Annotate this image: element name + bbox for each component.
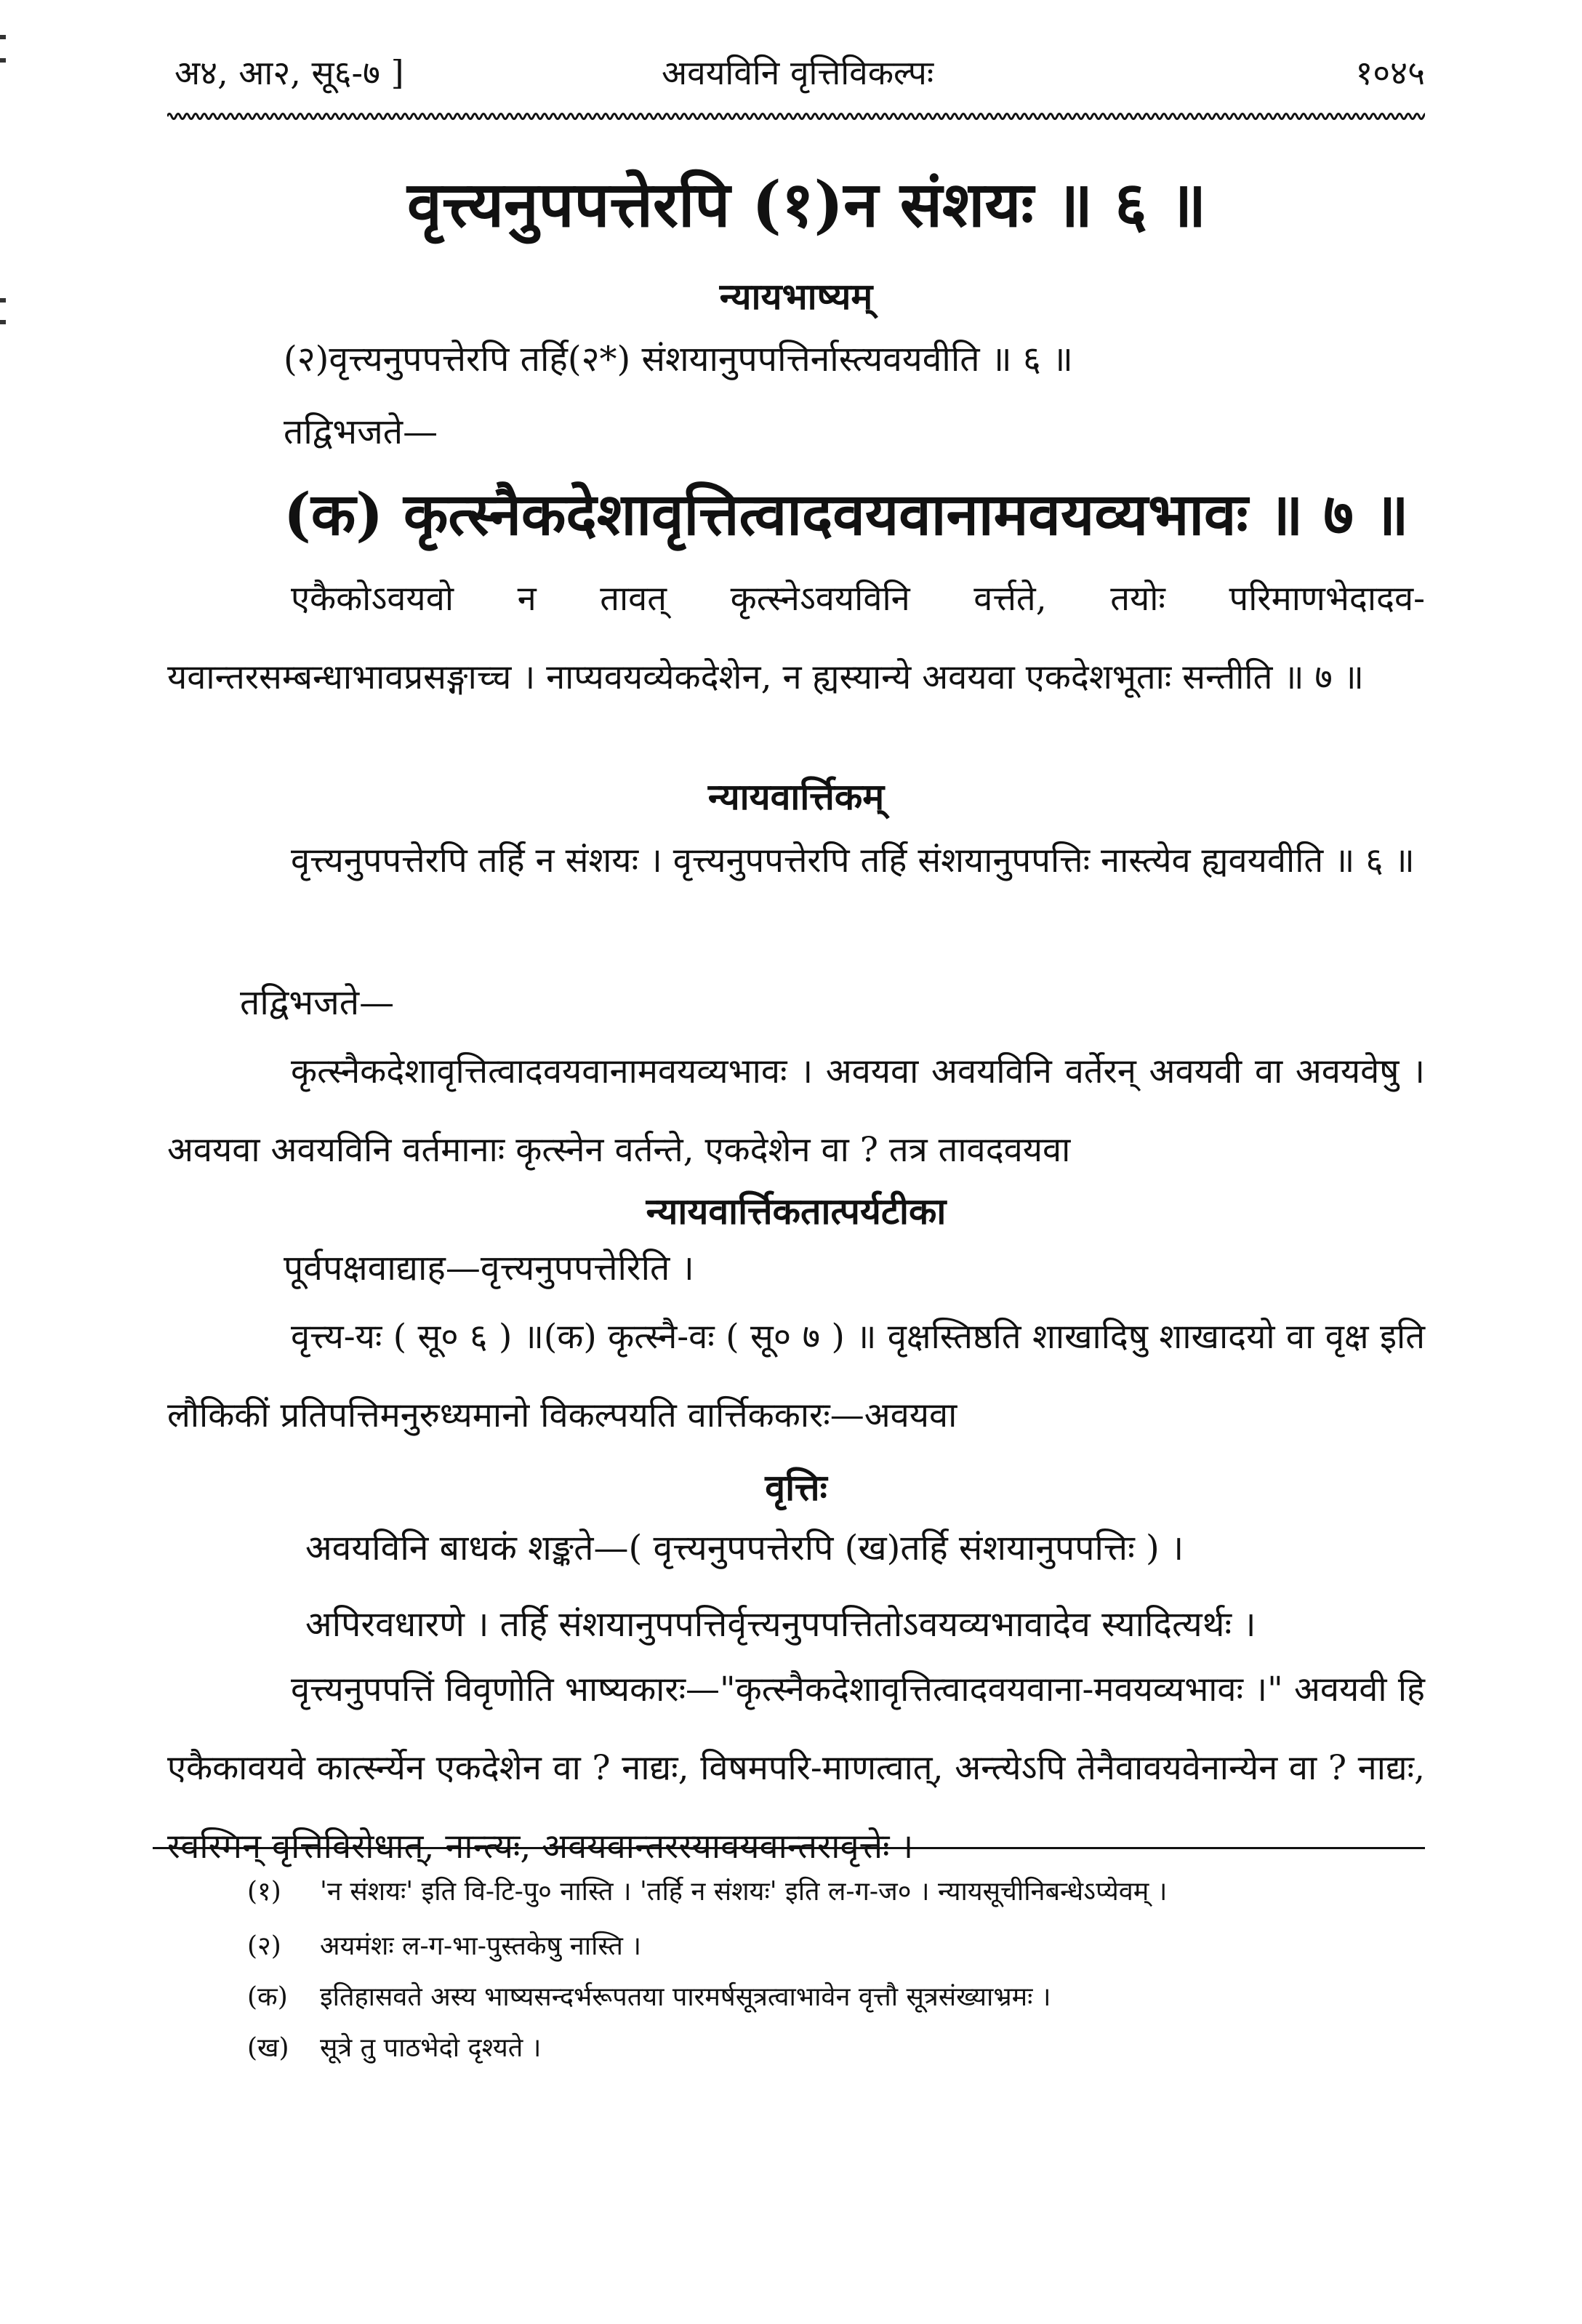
vartika-paragraph-2 bbox=[167, 1033, 1425, 1190]
footnote-text: अयमंशः ल-ग-भा-पुस्तकेषु नास्ति । bbox=[320, 1931, 642, 1961]
section-heading-bhashya: न्यायभाष्यम् bbox=[719, 275, 873, 318]
wavy-header-rule bbox=[167, 109, 1425, 124]
section-heading-vritti: वृत्तिः bbox=[765, 1466, 827, 1509]
bhashya-sutra-line: (२)वृत्त्यनुपपत्तेरपि तर्हि(२*) संशयानुपपत्तिर्नास्त्यवयवीति ॥ ६ ॥ bbox=[284, 339, 1073, 380]
sutra-6-heading: वृत्त्यनुपपत्तेरपि (१)न संशयः ॥ ६ ॥ bbox=[407, 168, 1207, 241]
footnote bbox=[247, 1872, 1167, 1908]
vritti-line-1: अवयविनि बाधकं शङ्कते—( वृत्त्यनुपपत्तेरपि (ख)तर्हि संशयानुपपत्तिः ) । bbox=[305, 1528, 1184, 1568]
bhashya-intro-line: तद्विभजते— bbox=[284, 412, 438, 452]
vritti-paragraph bbox=[167, 1651, 1425, 1886]
header-title: अवयविनि वृत्तिविकल्पः bbox=[662, 53, 934, 92]
tika-paragraph bbox=[167, 1298, 1425, 1455]
scan-mark bbox=[0, 35, 6, 39]
footnote-text: सूत्रे तु पाठभेदो दृश्यते । bbox=[320, 2033, 542, 2063]
bhashya-paragraph-text: एकैकोऽवयवो न तावत् कृत्स्नेऽवयविनि वर्त्तते, तयोः परिमाणभेदादव-यवान्तरसम्बन्धाभावप्रसङ्गाच्च । नाप्यवयव्येकदेशेन, न ह्यस्यान्ये अवयवा एकदेशभूताः सन्तीति ॥ ७ ॥ bbox=[167, 579, 1425, 697]
footnote bbox=[247, 1927, 641, 1963]
vritti-paragraph-text: वृत्त्यनुपपत्तिं विवृणोति भाष्यकारः—"कृत्स्नैकदेशावृत्तित्वादवयवाना-मवयव्यभावः ।" अवयवी हि एकैकावयवे कार्त्स्न्येन एकदेशेन वा ? नाद्यः, विषमपरि-माणत्वात्, अन्त्येऽपि तेनैवावयवेनान्येन वा ? नाद्यः, स्वस्मिन् वृत्तिविरोधात्, नान्त्यः, अवयवान्तरस्यावयवान्तरावृत्तेः । bbox=[167, 1670, 1425, 1867]
bhashya-paragraph bbox=[167, 560, 1425, 717]
footnote-mark: (क) bbox=[247, 1982, 288, 2012]
vartika-paragraph-1-text: वृत्त्यनुपपत्तेरपि तर्हि न संशयः । वृत्त्यनुपपत्तेरपि तर्हि संशयानुपपत्तिः नास्त्येव ह्यवयवीति ॥ ६ ॥ bbox=[291, 841, 1415, 881]
section-heading-tika: न्यायवार्त्तिकतात्पर्यटीका bbox=[646, 1190, 947, 1233]
tika-paragraph-text: वृत्त्य-यः ( सू० ६ ) ॥(क) कृत्स्नै-वः ( सू० ७ ) ॥ वृक्षस्तिष्ठति शाखादिषु शाखादयो वा वृक्ष इति लौकिकीं प्रतिपत्तिमनुरुध्यमानो विकल्पयति वार्त्तिककारः—अवयवा bbox=[167, 1317, 1425, 1435]
section-heading-vartika: न्यायवार्त्तिकम् bbox=[707, 775, 885, 818]
footnote-rule bbox=[153, 1847, 1425, 1849]
footnote bbox=[247, 1978, 1051, 2014]
scan-mark bbox=[0, 320, 6, 324]
header-reference: अ४, आ२, सू६-७ ] bbox=[174, 53, 404, 92]
tika-first-line: पूर्वपक्षवाद्याह—वृत्त्यनुपपत्तेरिति । bbox=[284, 1248, 694, 1289]
vartika-intro-line: तद्विभजते— bbox=[240, 982, 395, 1023]
footnote bbox=[247, 2029, 541, 2064]
vartika-paragraph-2-text: कृत्स्नैकदेशावृत्तित्वादवयवानामवयव्यभावः । अवयवा अवयविनि वर्तेरन् अवयवी वा अवयवेषु । अवयवा अवयविनि वर्तमानाः कृत्स्नेन वर्तन्ते, एकदेशेन वा ? तत्र तावदवयवा bbox=[167, 1051, 1425, 1170]
footnote-text: 'न संशयः' इति वि-टि-पु० नास्ति । 'तर्हि न संशयः' इति ल-ग-ज० । न्यायसूचीनिबन्धेऽप्येवम् । bbox=[320, 1877, 1168, 1907]
scan-mark bbox=[0, 298, 6, 302]
sutra-7-heading: (क) कृत्स्नैकदेशावृत्तित्वादवयवानामवयव्यभावः ॥ ७ ॥ bbox=[284, 480, 1409, 548]
page-number: १०४५ bbox=[1355, 53, 1425, 92]
footnote-mark: (२) bbox=[247, 1931, 281, 1961]
vartika-paragraph-1 bbox=[167, 822, 1425, 900]
scan-mark bbox=[0, 58, 6, 63]
running-header bbox=[167, 42, 1425, 100]
footnote-mark: (१) bbox=[247, 1877, 281, 1907]
vritti-line-2: अपिरवधारणे । तर्हि संशयानुपपत्तिर्वृत्त्यनुपपत्तितोऽवयव्यभावादेव स्यादित्यर्थः । bbox=[305, 1604, 1256, 1645]
footnote-text: इतिहासवते अस्य भाष्यसन्दर्भरूपतया पारमर्षसूत्रत्वाभावेन वृत्तौ सूत्रसंख्याभ्रमः । bbox=[320, 1982, 1051, 2012]
footnote-mark: (ख) bbox=[247, 2033, 289, 2063]
